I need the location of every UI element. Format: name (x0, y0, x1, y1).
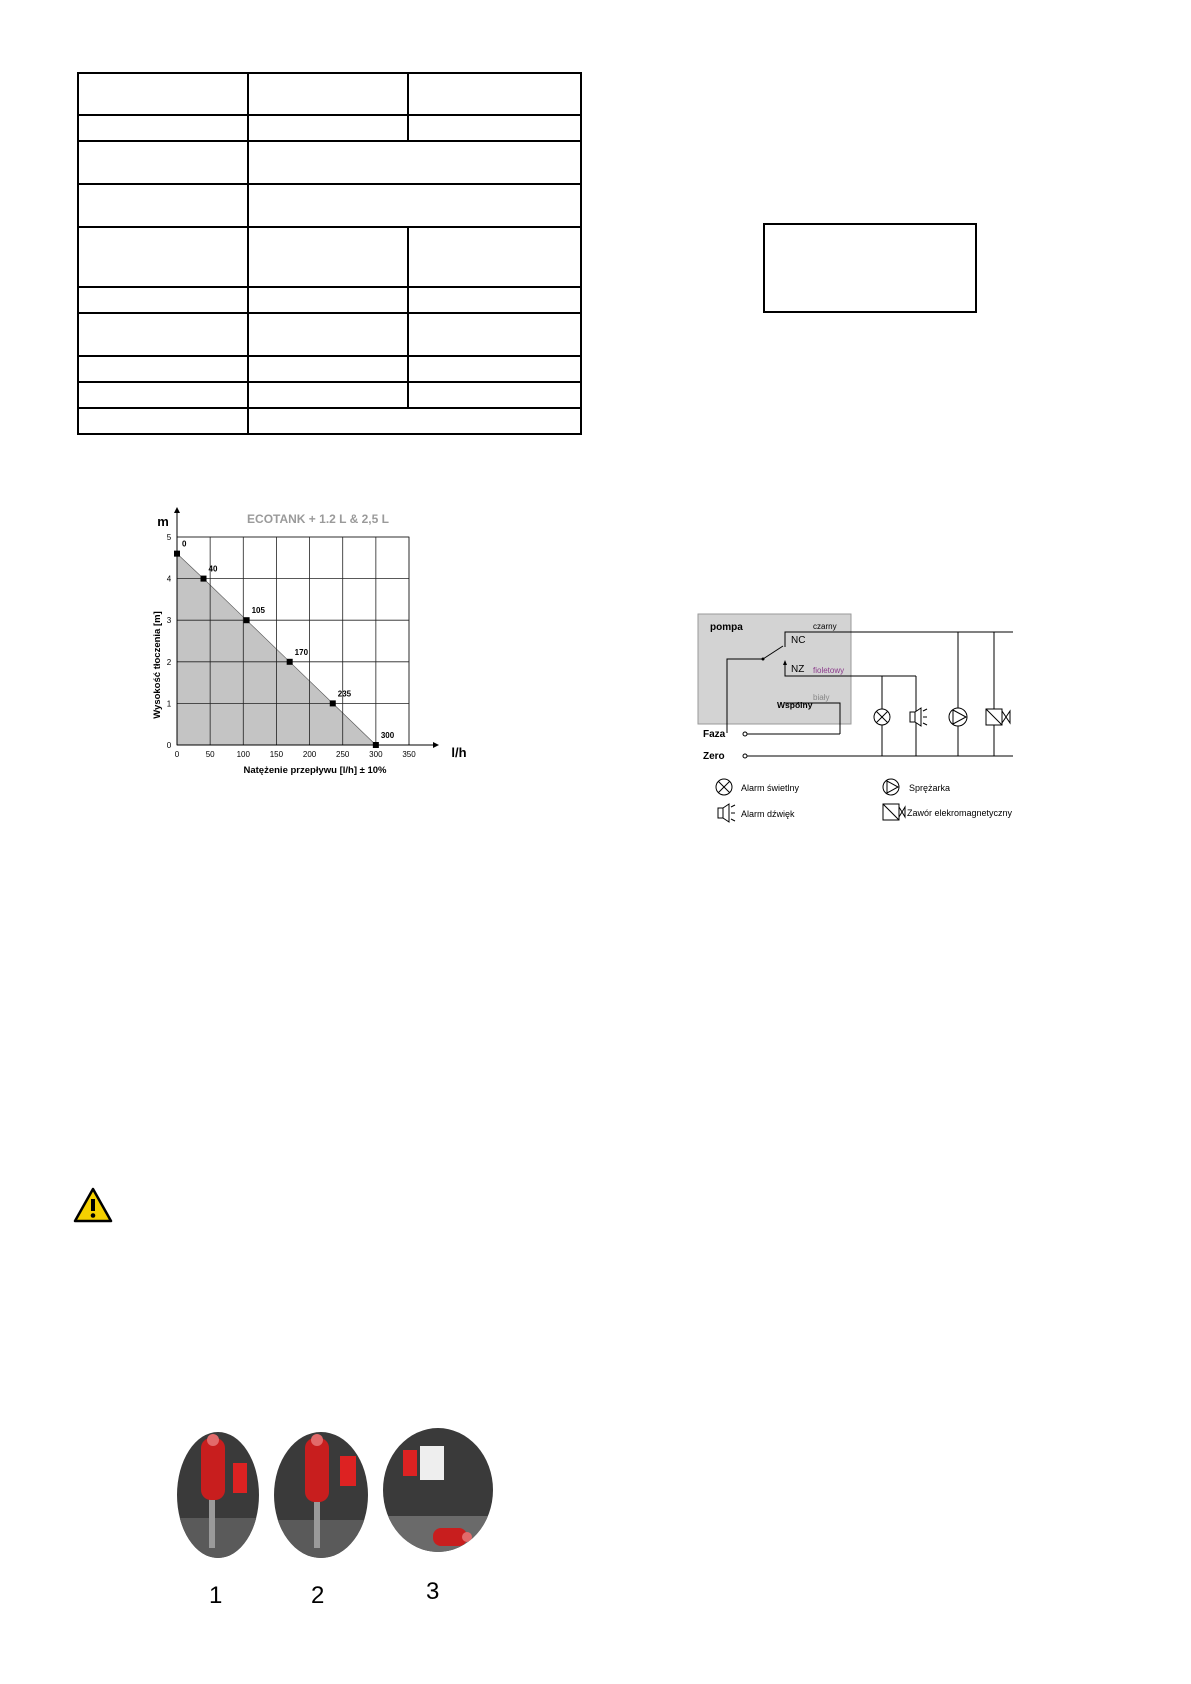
spec-table-cell (408, 287, 581, 313)
pump-label: pompa (710, 622, 743, 633)
chart-y-tick-label: 4 (166, 574, 172, 584)
sound-alarm-icon (910, 708, 927, 726)
chart-y-unit: m (157, 514, 169, 529)
wiring-diagram (695, 605, 1035, 835)
step-1-image (175, 1428, 265, 1558)
spec-table-cell (408, 382, 581, 408)
chart-data-point (201, 576, 207, 582)
wire-violet-label: fioletowy (813, 666, 845, 675)
chart-data-label: 0 (182, 539, 187, 549)
spec-table-row (78, 73, 581, 115)
warning-icon (72, 1186, 114, 1224)
chart-data-label: 235 (337, 689, 352, 699)
spec-table-cell (78, 227, 248, 287)
chart-data-point (330, 700, 336, 706)
chart-title: ECOTANK + 1.2 L & 2,5 L (247, 512, 389, 526)
phase-label: Faza (703, 729, 726, 740)
chart-y-tick-label: 5 (166, 533, 172, 542)
spec-table-row (78, 382, 581, 408)
spec-table-cell (78, 382, 248, 408)
spec-table-cell (78, 408, 248, 434)
spec-table-cell (248, 356, 408, 382)
chart-y-tick-label: 3 (166, 616, 172, 626)
spec-table-cell (78, 141, 248, 184)
chart-x-tick-label: 200 (302, 750, 317, 759)
empty-frame-box (763, 223, 977, 313)
spec-table-row (78, 356, 581, 382)
spec-table-cell (248, 73, 408, 115)
spec-table-cell (248, 184, 581, 227)
pump-curve-chart (145, 500, 475, 780)
wire-black-label: czarny (813, 622, 837, 631)
chart-x-unit: l/h (451, 745, 467, 760)
compressor-icon (949, 708, 967, 726)
chart-y-label: Wysokość tłoczenia [m] (152, 611, 163, 719)
spec-table-row (78, 141, 581, 184)
chart-x-tick-label: 350 (402, 750, 416, 759)
legend-compressor: Sprężarka (909, 783, 951, 793)
legend-compressor-icon (883, 779, 899, 795)
spec-table-cell (78, 356, 248, 382)
spec-table-cell (78, 115, 248, 141)
step-1-label: 1 (209, 1582, 223, 1609)
chart-y-arrow (174, 507, 180, 513)
chart-x-arrow (433, 742, 439, 748)
chart-x-label: Natężenie przepływu [l/h] ± 10% (243, 765, 387, 776)
spec-table-row (78, 184, 581, 227)
chart-x-tick-label: 0 (174, 750, 180, 759)
chart-data-point (244, 617, 250, 623)
legend-solenoid-valve-icon (883, 804, 905, 820)
spec-table-cell (78, 184, 248, 227)
step-2-image (271, 1428, 371, 1558)
step-2-label: 2 (311, 1582, 325, 1609)
legend-sound-alarm: Alarm dźwięk (741, 809, 795, 819)
spec-table-cell (78, 73, 248, 115)
spec-table-cell (78, 313, 248, 356)
chart-data-point (373, 742, 379, 748)
nz-label: NZ (791, 664, 805, 675)
light-alarm-icon (874, 709, 890, 725)
chart-y-tick-label: 1 (166, 699, 172, 709)
chart-x-tick-label: 50 (205, 750, 215, 759)
chart-data-label: 105 (251, 606, 265, 616)
spec-table-row (78, 115, 581, 141)
spec-table-cell (248, 115, 408, 141)
legend-sound-alarm-icon (718, 804, 735, 822)
spec-table-cell (248, 227, 408, 287)
spec-table-cell (408, 356, 581, 382)
chart-y-tick-label: 0 (166, 741, 172, 750)
spec-table-cell (248, 408, 581, 434)
spec-table-row (78, 408, 581, 434)
legend-solenoid-valve: Zawór elekromagnetyczny (907, 808, 1013, 818)
nc-label: NC (791, 635, 806, 646)
chart-data-label: 40 (208, 564, 218, 574)
spec-table-cell (248, 313, 408, 356)
spec-table (77, 72, 582, 435)
step-3-label: 3 (426, 1578, 440, 1605)
zero-label: Zero (703, 751, 725, 762)
spec-table-cell (248, 287, 408, 313)
spec-table-cell (248, 382, 408, 408)
step-illustrations (175, 1428, 495, 1558)
spec-table-row (78, 227, 581, 287)
chart-data-label: 300 (380, 731, 395, 740)
spec-table-cell (248, 141, 581, 184)
spec-table-row (78, 287, 581, 313)
chart-data-label: 170 (294, 647, 309, 657)
step-3-image (381, 1428, 495, 1558)
legend-light-alarm-icon (716, 779, 732, 795)
chart-x-tick-label: 300 (369, 750, 383, 759)
wire-white-label: biały (813, 693, 830, 702)
chart-data-point (174, 551, 180, 557)
legend-light-alarm: Alarm świetlny (741, 783, 800, 793)
spec-table-cell (408, 115, 581, 141)
spec-table-cell (408, 73, 581, 115)
chart-y-tick-label: 2 (166, 657, 172, 667)
spec-table-row (78, 313, 581, 356)
chart-data-point (287, 659, 293, 665)
chart-x-tick-label: 150 (269, 750, 284, 759)
chart-x-tick-label: 100 (236, 750, 250, 759)
chart-x-tick-label: 250 (336, 750, 350, 759)
solenoid-valve-icon (986, 709, 1010, 725)
common-label: Wspólny (777, 700, 813, 710)
spec-table-cell (78, 287, 248, 313)
spec-table-cell (408, 313, 581, 356)
spec-table-cell (408, 227, 581, 287)
